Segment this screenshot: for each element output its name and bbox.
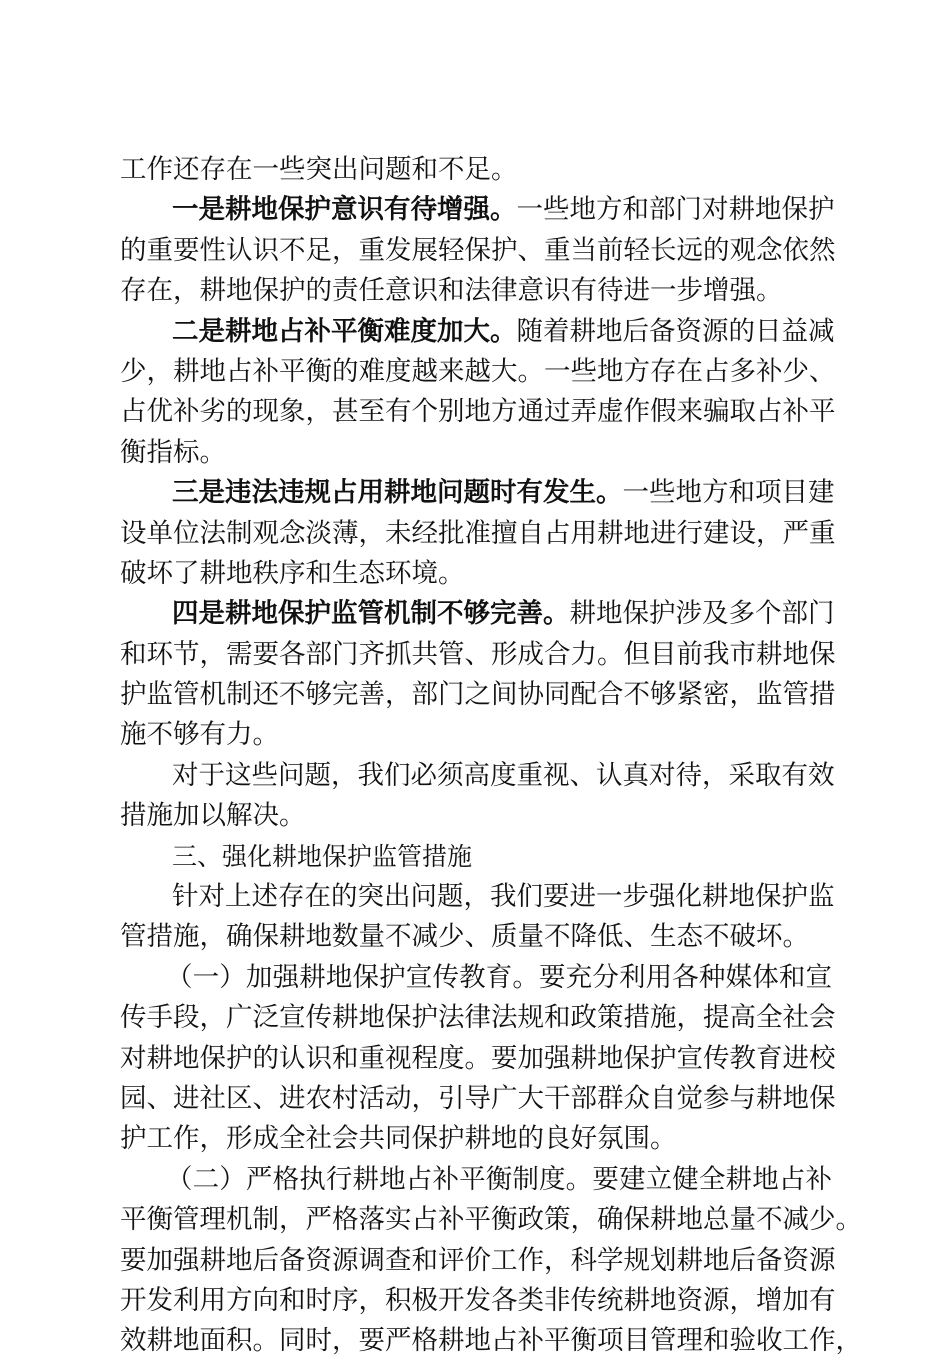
paragraph-line: （一）加强耕地保护宣传教育。要充分利用各种媒体和宣 xyxy=(166,961,832,993)
paragraph-line: 工作还存在一些突出问题和不足。 xyxy=(120,154,518,185)
paragraph-line: 少，耕地占补平衡的难度越来越大。一些地方存在占多补少、 xyxy=(120,355,836,387)
paragraph-line xyxy=(120,312,835,352)
paragraph-line: 的重要性认识不足，重发展轻保护、重当前轻长远的观念依然 xyxy=(120,234,836,266)
paragraph-line xyxy=(120,594,835,634)
paragraph-line: 传手段，广泛宣传耕地保护法律法规和政策措施，提高全社会 xyxy=(120,1002,836,1034)
line-text: 一些地方和项目建 xyxy=(622,477,835,509)
paragraph-line: 效耕地面积。同时，要严格耕地占补平衡项目管理和验收工作， xyxy=(120,1325,862,1357)
paragraph-line: 衡指标。 xyxy=(120,436,226,468)
paragraph-line: 针对上述存在的突出问题，我们要进一步强化耕地保护监 xyxy=(172,881,835,913)
bold-lead: 四是耕地保护监管机制不够完善。 xyxy=(172,598,570,630)
paragraph-line: 要加强耕地后备资源调查和评价工作，科学规划耕地后备资源 xyxy=(120,1244,836,1276)
paragraph-line: 管措施，确保耕地数量不减少、质量不降低、生态不破坏。 xyxy=(120,921,809,953)
paragraph-line xyxy=(120,190,835,230)
line-text: 一些地方和部门对耕地保护 xyxy=(516,194,835,226)
paragraph-line: 施不够有力。 xyxy=(120,719,279,751)
paragraph-line: 设单位法制观念淡薄，未经批准擅自占用耕地进行建设，严重 xyxy=(120,517,836,549)
paragraph-line: 护工作，形成全社会共同保护耕地的良好氛围。 xyxy=(120,1123,677,1155)
paragraph-line: 开发利用方向和时序，积极开发各类非传统耕地资源，增加有 xyxy=(120,1284,836,1316)
paragraph-line: 措施加以解决。 xyxy=(120,800,306,832)
paragraph-line: 存在，耕地保护的责任意识和法律意识有待进一步增强。 xyxy=(120,275,783,307)
section-heading: 三、强化耕地保护监管措施 xyxy=(172,841,473,871)
paragraph-line: （二）严格执行耕地占补平衡制度。要建立健全耕地占补 xyxy=(166,1163,832,1195)
bold-lead: 一是耕地保护意识有待增强。 xyxy=(172,194,517,226)
paragraph-line: 护监管机制还不够完善，部门之间协同配合不够紧密，监管措 xyxy=(120,679,836,711)
line-text: 随着耕地后备资源的日益减 xyxy=(516,315,835,347)
paragraph-line: 和环节，需要各部门齐抓共管、形成合力。但目前我市耕地保 xyxy=(120,638,836,670)
paragraph-line: 平衡管理机制，严格落实占补平衡政策，确保耕地总量不减少。 xyxy=(120,1204,862,1236)
paragraph-line: 破坏了耕地秩序和生态环境。 xyxy=(120,557,465,589)
paragraph-line: 园、进社区、进农村活动，引导广大干部群众自觉参与耕地保 xyxy=(120,1082,836,1114)
bold-lead: 三是违法违规占用耕地问题时有发生。 xyxy=(172,477,623,509)
paragraph-line: 占优补劣的现象，甚至有个别地方通过弄虚作假来骗取占补平 xyxy=(120,396,836,428)
line-text: 耕地保护涉及多个部门 xyxy=(569,598,835,630)
paragraph-line: 对耕地保护的认识和重视程度。要加强耕地保护宣传教育进校 xyxy=(120,1042,836,1074)
paragraph-line: 对于这些问题，我们必须高度重视、认真对待，采取有效 xyxy=(172,759,835,791)
paragraph-line xyxy=(120,473,835,513)
document-page xyxy=(120,150,862,1362)
bold-lead: 二是耕地占补平衡难度加大。 xyxy=(172,315,517,347)
